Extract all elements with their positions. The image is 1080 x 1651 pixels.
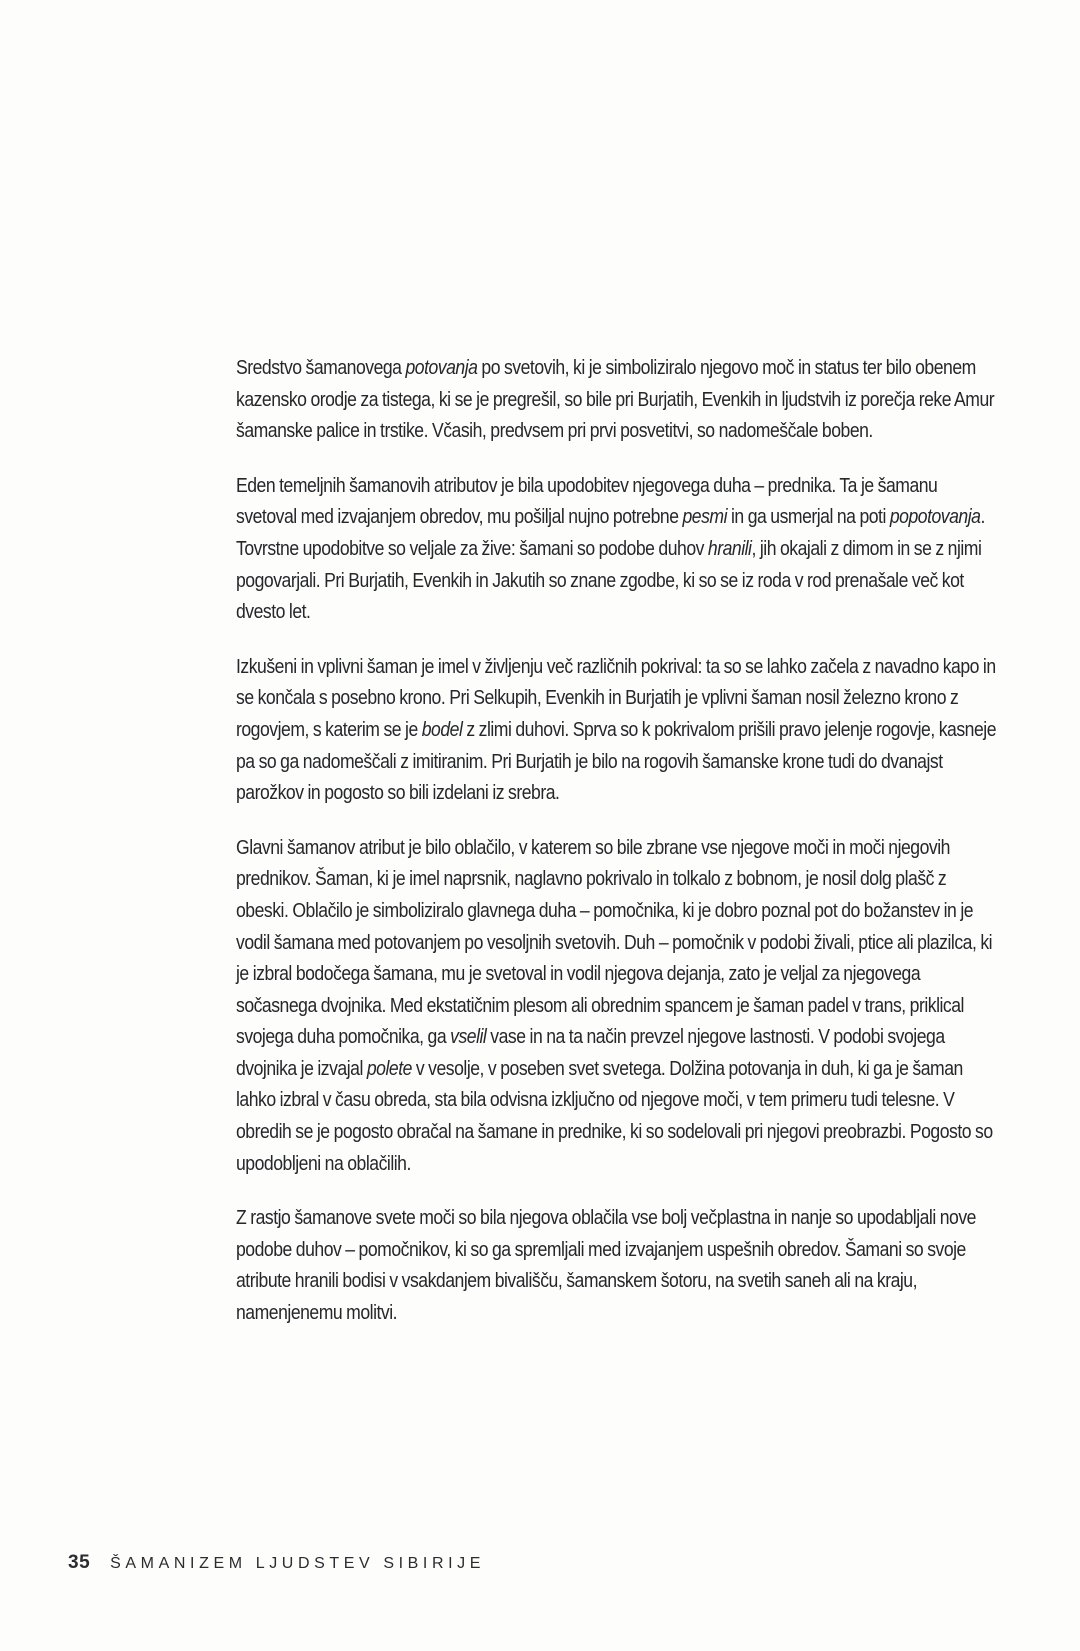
text-run: Glavni šamanov atribut je bilo oblačilo, v katerem so bile zbrane vse njegove moči in moči njegovih prednikov. Šaman, ki je imel naprsnik, naglavno pokrivalo in tolkalo z bobnom, je nosil dolg plašč z obeski. Oblačilo je simboliziralo glavnega duha – pomočnika, ki je dobro poznal pot do božanstev in je vodil šamana med potovanjem po vesoljnih svetovih. Duh – pomočnik v podobi živali, ptice ali plazilca, ki je izbral bodočega šamana, mu je svetoval in vodil njegova dejanja, zato je veljal za njegovega sočasnega dvojnika. Med ekstatičnim plesom ali obrednim spancem je šaman padel v trans, priklical svojega duha pomočnika, ga <box>236 836 993 1049</box>
italic-text: polete <box>366 1057 412 1080</box>
running-title: ŠAMANIZEM LJUDSTEV SIBIRIJE <box>110 1555 486 1572</box>
text-run: in ga usmerjal na poti <box>727 506 890 529</box>
page-number: 35 <box>68 1552 91 1573</box>
paragraph <box>236 471 996 629</box>
paragraph <box>236 833 996 1181</box>
italic-text: pesmi <box>682 506 728 529</box>
italic-text: bodel <box>421 718 463 741</box>
text-run: Sredstvo šamanovega <box>236 357 406 379</box>
text-run: Izkušeni in vplivni šaman je imel v življenju več različnih pokrival: ta so se lahko začela z navadno kapo in se končala s posebno krono. Pri Selkupih, Evenkih in Burjatih je vplivni šaman nosil železno krono z rogovjem, s katerim se je <box>236 655 996 741</box>
italic-text: hranili <box>707 537 752 560</box>
paragraph <box>236 1203 996 1329</box>
text-run: . Tovrstne upodobitve so veljale za žive: šamani so podobe duhov <box>236 506 985 560</box>
italic-text: popotovanja <box>889 506 981 529</box>
page-footer <box>68 1552 485 1574</box>
italic-text: potovanja <box>405 357 478 379</box>
text-run: Z rastjo šamanove svete moči so bila njegova oblačila vse bolj večplastna in nanje so upodabljali nove podobe duhov – pomočnikov, ki so ga spremljali med izvajanjem uspešnih obredov. Šamani so svoje atribute hranili bodisi v vsakdanjem bivališču, šamanskem šotoru, na svetih saneh ali na kraju, namenjenemu molitvi. <box>236 1207 976 1325</box>
body-text <box>236 353 996 1353</box>
text-run: Eden temeljnih šamanovih atributov je bila upodobitev njegovega duha – prednika. Ta je šamanu svetoval med izvajanjem obredov, mu pošiljal nujno potrebne <box>236 474 938 529</box>
text-run: po svetovih, ki je simboliziralo njegovo moč in status ter bilo obenem kazensko orodje za tistega, ki se je pregrešil, so bile pri Burjatih, Evenkih in ljudstvih iz porečja reke Amur šamanske palice in trstike. Včasih, predvsem pri prvi posvetitvi, so nadomeščale boben. <box>236 357 995 443</box>
paragraph <box>236 353 996 448</box>
italic-text: vselil <box>450 1026 487 1049</box>
paragraph <box>236 652 996 810</box>
text-run: v vesolje, v poseben svet svetega. Dolžina potovanja in duh, ki ga je šaman lahko izbral v času obreda, sta bila odvisna izključno od njegove moči, v tem primeru tudi telesne. V obredih se je pogosto obračal na šamane in prednike, ki so sodelovali pri njegovi preobrazbi. Pogosto so upodobljeni na oblačilih. <box>236 1057 993 1175</box>
text-run: z zlimi duhovi. Sprva so k pokrivalom prišili pravo jelenje rogovje, kasneje pa so ga nadomeščali z imitiranim. Pri Burjatih je bilo na rogovih šamanske krone tudi do dvanajst parožkov in pogosto so bili izdelani iz srebra. <box>236 718 997 805</box>
text-run: vase in na ta način prevzel njegove lastnosti. V podobi svojega dvojnika je izvajal <box>236 1026 945 1080</box>
text-run: , jih okajali z dimom in se z njimi pogovarjali. Pri Burjatih, Evenkih in Jakutih so znane zgodbe, ki so se iz roda v rod prenašale več kot dvesto let. <box>236 537 982 624</box>
